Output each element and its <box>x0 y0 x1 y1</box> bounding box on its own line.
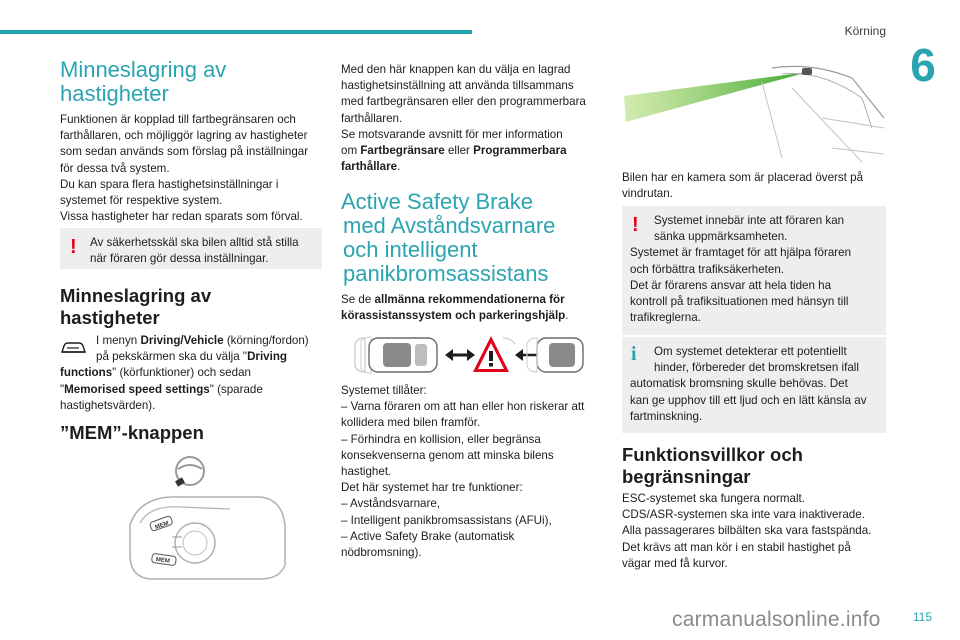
windshield-camera-illustration <box>622 58 886 168</box>
camera-text: Bilen har en kamera som är placerad överst på vindrutan. <box>622 171 864 201</box>
info-icon: i <box>631 343 637 365</box>
intro-text: Funktionen är kopplad till fartbegränsaren och farthållaren, och möjliggör lagring av hastigheter som sedan används som förslag på inställningar för dessa två system. Du kan spara flera hastighetsinställningar i systemet för respektive system. Vissa hastigheter har redan sparats som förval. <box>60 113 309 224</box>
subheading: Minneslagring av hastigheter <box>60 285 212 328</box>
conditions-text: ESC-systemet ska fungera normalt. CDS/ASR-systemen ska inte vara inaktiverade. Alla passagerares bilbälten ska vara fastspända. Det krävs att man kör i en stabil hastighet på vägar med få kurvor. <box>622 492 872 570</box>
warning-icon: ! <box>632 214 639 236</box>
info-box: i Om systemet detekterar ett potentiellt hinder, förbereder det bromskretsen ifall automatisk bromsning skulle behövas. Det kan ge upphov till ett ljud och en lätt känsla av fartminskning. <box>622 337 886 433</box>
reference-text: Se de allmänna rekommendationerna för körassistanssystem och parkeringshjälp. <box>341 293 569 323</box>
steering-wheel-illustration <box>110 455 300 585</box>
mem-heading: ”MEM”-knappen <box>60 422 204 443</box>
page-number: 115 <box>912 610 932 624</box>
section-heading: Minneslagring av hastigheter <box>60 57 227 106</box>
functions-list: Systemet tillåter: – Varna föraren om att han eller hon riskerar att kollidera med bilen framför. – Förhindra en kollision, eller begränsa konsekvenserna genom att minska bilens hastighet. Det här systemet har tre funktioner: – Avståndsvarnare, – Intelligent panikbromsassistans (AFUi), – Active Safety Brake (automatisk nödbromsning). <box>341 384 585 560</box>
mem-label-bottom: MEM <box>155 556 171 565</box>
button-description: Med den här knappen kan du välja en lagrad hastighetsinställning att använda tillsammans med fartbegränsaren eller den programmerbara farthållaren. Se motsvarande avsnitt för mer information om Fartbegränsare eller Programmerbara farthållare. <box>341 63 586 174</box>
warning-box: ! Av säkerhetsskäl ska bilen alltid stå stilla när föraren gör dessa inställningar. <box>60 228 322 269</box>
watermark: carmanualsonline.info <box>672 608 881 631</box>
asb-heading: Active Safety Brake med Avståndsvarnare och intelligent panikbromsassistans <box>341 189 556 286</box>
step-text: I menyn Driving/Vehicle (körning/fordon) på pekskärmen ska du välja "Driving functions" (körfunktioner) och sedan "Memorised speed settings" (sparade hastighetsvärden). <box>60 334 309 412</box>
section-title: Körning <box>844 24 886 38</box>
warning-box: ! Systemet innebär inte att föraren kan sänka uppmärksamheten. Systemet är framtaget för att hjälpa föraren och förbättra trafiksäkerheten. Det är förarens ansvar att hela tiden ha kontroll på trafiksituationen med hänsyn till trafikreglerna. <box>622 206 886 335</box>
collision-warning-illustration <box>351 334 586 376</box>
conditions-heading: Funktionsvillkor och begränsningar <box>622 444 803 487</box>
header-bar <box>0 30 472 34</box>
mem-label-top: MEM <box>154 520 170 532</box>
warning-icon: ! <box>70 236 77 258</box>
chapter-number: 6 <box>910 39 936 91</box>
